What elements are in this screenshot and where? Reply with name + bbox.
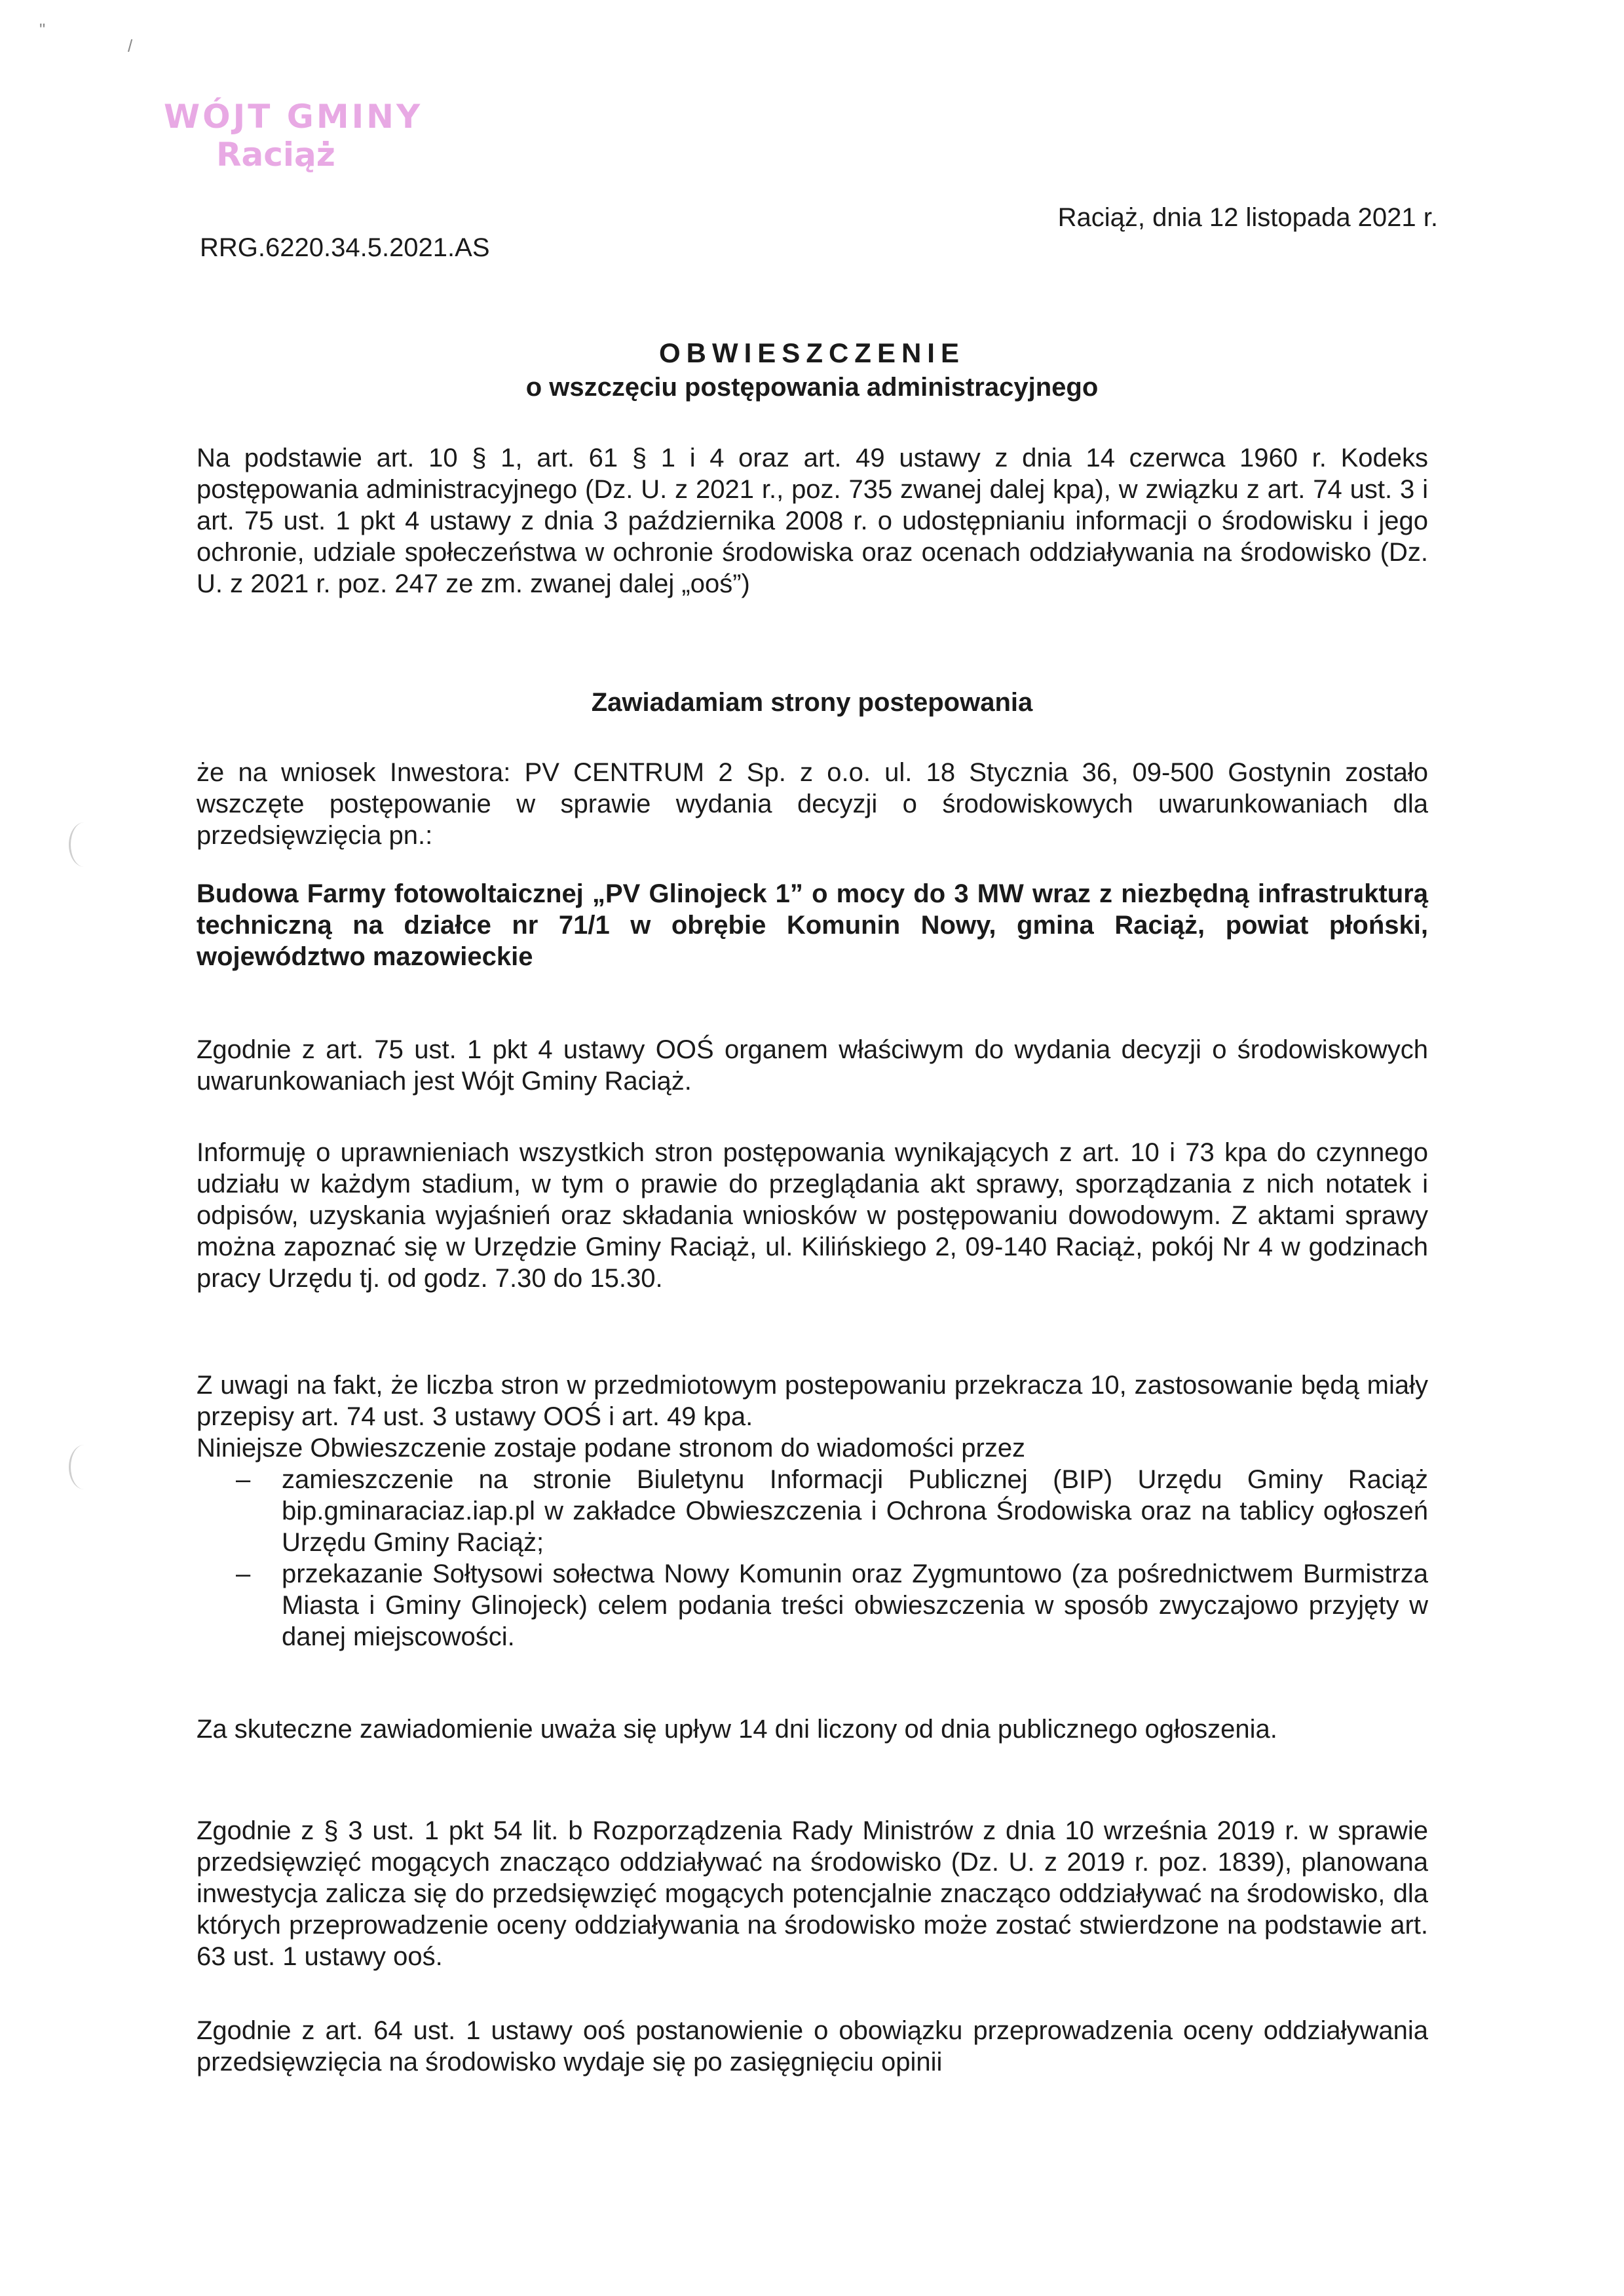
notify-heading: Zawiadamiam strony postepowania [591, 688, 1033, 717]
list-item: – przekazanie Sołtysowi sołectwa Nowy Komunin oraz Zygmuntowo (za pośrednictwem Burmistrza Miasta i Gminy Glinojeck) celem podania treści obwieszczenia w sposób zwyczajowo przyjęty w danej miejscowości. [197, 1558, 1428, 1653]
scan-mark: / [128, 36, 133, 56]
stamp-line-2: Raciąż [216, 135, 335, 174]
opinion-paragraph: Zgodnie z art. 64 ust. 1 ustawy ooś postanowienie o obowiązku przeprowadzenia oceny oddziaływania przedsięwzięcia na środowisko wydaje się po zasięgnięciu opinii [197, 2016, 1428, 2076]
project-name: Budowa Farmy fotowoltaicznej „PV Glinojeck 1” o mocy do 3 MW wraz z niezbędną infrastrukturą techniczną na działce nr 71/1 w obrębie Komunin Nowy, gmina Raciąż, powiat płoński, województwo mazowieckie [197, 879, 1428, 971]
punch-hole-icon [69, 1445, 100, 1489]
stamp-line-1: WÓJT GMINY [164, 98, 423, 136]
application-paragraph: że na wniosek Inwestora: PV CENTRUM 2 Sp. z o.o. ul. 18 Stycznia 36, 09-500 Gostynin zostało wszczęte postępowanie w sprawie wydania decyzji o środowiskowych uwarunkowaniach dla przedsięwzięcia pn.: [197, 758, 1428, 850]
publication-intro: Niniejsze Obwieszczenie zostaje podane stronom do wiadomości przez [197, 1434, 1026, 1463]
parties-paragraph: Z uwagi na fakt, że liczba stron w przedmiotowym postepowaniu przekracza 10, zastosowanie będą miały przepisy art. 74 ust. 3 ustawy OOŚ i art. 49 kpa. [197, 1371, 1428, 1431]
rights-paragraph: Informuję o uprawnieniach wszystkich stron postępowania wynikających z art. 10 i 73 kpa do czynnego udziału w każdym stadium, w tym o prawie do przeglądania akt sprawy, sporządzania z nich notatek i odpisów, uzyskania wyjaśnień oraz składania wniosków w postępowaniu dowodowym. Z aktami sprawy można zapoznać się w Urzędzie Gminy Raciąż, ul. Kilińskiego 2, 09-140 Raciąż, pokój Nr 4 w godzinach pracy Urzędu tj. od godz. 7.30 do 15.30. [197, 1138, 1428, 1293]
reference-number: RRG.6220.34.5.2021.AS [200, 233, 490, 262]
authority-paragraph: Zgodnie z art. 75 ust. 1 pkt 4 ustawy OOŚ organem właściwym do wydania decyzji o środowiskowych uwarunkowaniach jest Wójt Gminy Raciąż. [197, 1035, 1428, 1096]
legal-basis-paragraph: Na podstawie art. 10 § 1, art. 61 § 1 i 4 oraz art. 49 ustawy z dnia 14 czerwca 1960 r. Kodeks postępowania administracyjnego (Dz. U. z 2021 r., poz. 735 zwanej dalej kpa), w związku z art. 74 ust. 3 i art. 75 ust. 1 pkt 4 ustawy z dnia 3 października 2008 r. o udostępnianiu informacji o środowisku i jego ochronie, udziale społeczeństwa w ochronie środowiska oraz ocenach oddziaływania na środowisko (Dz. U. z 2021 r. poz. 247 ze zm. zwanej dalej „ooś”) [197, 444, 1428, 598]
document-date: Raciąż, dnia 12 listopada 2021 r. [1057, 203, 1438, 232]
list-item: – zamieszczenie na stronie Biuletynu Informacji Publicznej (BIP) Urzędu Gminy Raciąż bip.gminaraciaz.iap.pl w zakładce Obwieszczenia i Ochrona Środowiska oraz na tablicy ogłoszeń Urzędu Gminy Raciąż; [197, 1464, 1428, 1558]
document-header [0, 337, 1624, 402]
document-subtitle: o wszczęciu postępowania administracyjnego [525, 373, 1099, 402]
office-stamp [164, 98, 423, 174]
punch-hole-icon [69, 822, 100, 867]
notification-section [197, 1369, 1428, 1653]
document-title: OBWIESZCZENIE [658, 337, 965, 368]
publication-list [197, 1464, 1428, 1653]
effective-notice-paragraph: Za skuteczne zawiadomienie uważa się upływ 14 dni liczony od dnia publicznego ogłoszenia. [197, 1715, 1277, 1744]
scan-mark: " [39, 20, 46, 39]
regulation-paragraph: Zgodnie z § 3 ust. 1 pkt 54 lit. b Rozporządzenia Rady Ministrów z dnia 10 września 2019 r. w sprawie przedsięwzięć mogących znacząco oddziaływać na środowisko (Dz. U. z 2019 r. poz. 1839), planowana inwestycja zalicza się do przedsięwzięć mogących potencjalnie znacząco oddziaływać na środowisko, dla których przeprowadzenie oceny oddziaływania na środowisko może zostać stwierdzone na podstawie art. 63 ust. 1 ustawy ooś. [197, 1816, 1428, 1971]
